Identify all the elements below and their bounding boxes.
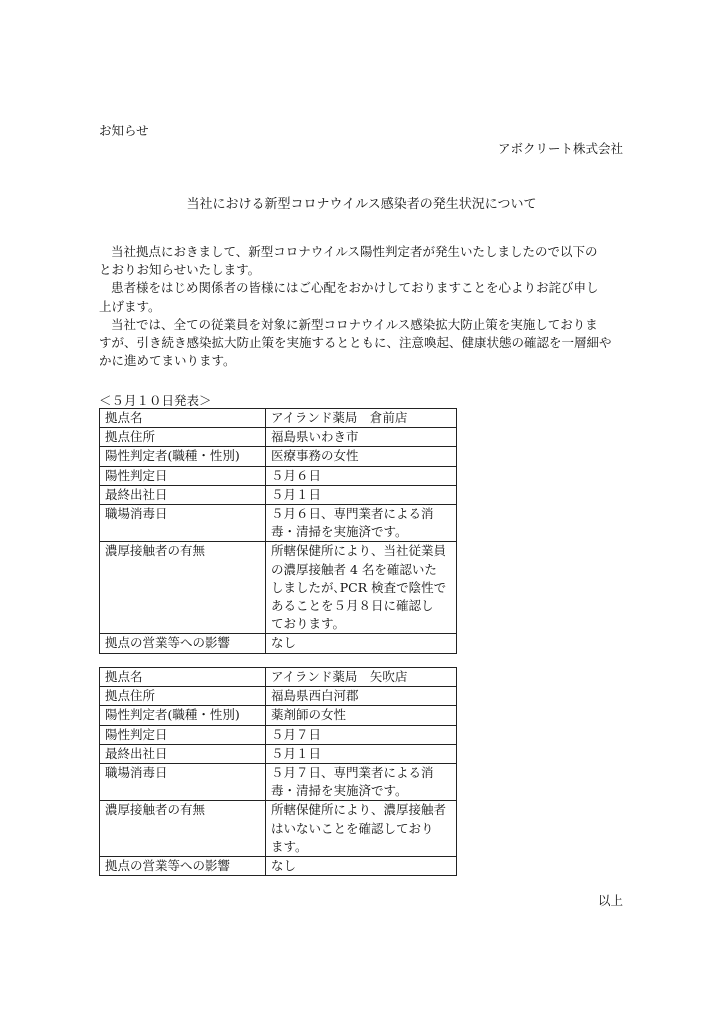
value-line: ５月７日、専門業者による消: [271, 765, 434, 781]
row-value: [266, 428, 457, 447]
row-label: 拠点の営業等への影響: [100, 857, 266, 876]
notice-label: お知らせ: [99, 123, 149, 138]
value-line: なし: [271, 858, 297, 874]
body-paragraphs: [99, 243, 629, 370]
row-value: [266, 634, 457, 653]
company-name: アボクリート株式会社: [497, 141, 623, 156]
value-line: ５月１日: [271, 745, 322, 761]
value-line: 所轄保健所により、濃厚接触者: [271, 802, 447, 818]
row-value: [266, 668, 457, 687]
value-line: 福島県西白河郡: [271, 688, 359, 704]
table-row: [100, 447, 457, 466]
value-line: 毒・清掃を実施済です。: [271, 524, 408, 540]
row-label: 最終出社日: [100, 744, 266, 763]
table-row: [100, 687, 457, 706]
value-line: なし: [271, 635, 297, 651]
document-title: 当社における新型コロナウイルス感染者の発生状況について: [186, 197, 537, 212]
value-line: ５月６日: [271, 467, 322, 483]
row-value: [266, 801, 457, 857]
row-value: [266, 687, 457, 706]
value-line: あることを５月８日に確認し: [271, 598, 434, 614]
row-value: [266, 409, 457, 428]
value-line: ます。: [271, 838, 308, 854]
table-row: [100, 428, 457, 447]
row-value: [266, 505, 457, 542]
row-label: 陽性判定日: [100, 725, 266, 744]
table-row: [100, 466, 457, 485]
body-line: かに進めてまいります。: [99, 353, 236, 369]
table-row: [100, 706, 457, 725]
table-row: [100, 668, 457, 687]
site-info-table-2: [99, 667, 457, 876]
row-label: 最終出社日: [100, 485, 266, 504]
row-value: [266, 706, 457, 725]
table-row: [100, 801, 457, 857]
row-value: [266, 725, 457, 744]
value-line: 薬剤師の女性: [271, 707, 347, 723]
body-line: すが、引き続き感染拡大防止策を実施するとともに、注意喚起、健康状態の確認を一層細や: [99, 335, 612, 351]
value-line: ております。: [271, 616, 346, 632]
value-line: 所轄保健所により、当社従業員: [271, 543, 447, 559]
table-row: [100, 634, 457, 653]
body-line: 当社拠点におきまして、新型コロナウイルス陽性判定者が発生いたしましたので以下の: [111, 244, 598, 259]
table-row: [100, 857, 457, 876]
value-line: 医療事務の女性: [271, 448, 359, 464]
row-label: 陽性判定日: [100, 466, 266, 485]
site-info-table-1: [99, 408, 457, 654]
row-label: 陽性判定者(職種・性別): [100, 706, 266, 725]
table-row: [100, 764, 457, 801]
value-line: しましたが､PCR 検査で陰性で: [271, 579, 447, 595]
value-line: アイランド薬局 倉前店: [271, 410, 408, 425]
row-label: 拠点住所: [100, 428, 266, 447]
row-label: 拠点住所: [100, 687, 266, 706]
table-row: [100, 485, 457, 504]
body-line: 当社では、全ての従業員を対象に新型コロナウイルス感染拡大防止策を実施しておりま: [111, 316, 598, 332]
value-line: はいないことを確認しており: [271, 820, 434, 836]
value-line: ５月７日: [271, 726, 322, 742]
row-value: [266, 466, 457, 485]
value-line: 毒・清掃を実施済です。: [271, 783, 408, 799]
row-value: [266, 744, 457, 763]
table-row: [100, 409, 457, 428]
value-line: アイランド薬局 矢吹店: [271, 669, 408, 684]
row-value: [266, 857, 457, 876]
value-line: ５月６日、専門業者による消: [271, 506, 434, 522]
row-label: 拠点名: [100, 409, 266, 428]
row-label: 職場消毒日: [100, 764, 266, 801]
row-value: [266, 542, 457, 634]
value-line: 福島県いわき市: [271, 429, 359, 445]
row-label: 拠点の営業等への影響: [100, 634, 266, 653]
row-value: [266, 447, 457, 466]
row-label: 濃厚接触者の有無: [100, 801, 266, 857]
table-row: [100, 542, 457, 634]
row-label: 濃厚接触者の有無: [100, 542, 266, 634]
table-row: [100, 505, 457, 542]
body-line: とおりお知らせいたします。: [99, 262, 261, 278]
table-row: [100, 744, 457, 763]
row-value: [266, 485, 457, 504]
closing-mark: 以上: [597, 893, 623, 908]
body-line: 患者様をはじめ関係者の皆様にはご心配をおかけしておりますことを心よりお詫び申し: [111, 280, 599, 296]
table-row: [100, 725, 457, 744]
value-line: の濃厚接触者 4 名を確認いた: [271, 561, 437, 577]
row-value: [266, 764, 457, 801]
row-label: 拠点名: [100, 668, 266, 687]
row-label: 職場消毒日: [100, 505, 266, 542]
value-line: ５月１日: [271, 486, 322, 502]
body-line: 上げます。: [99, 298, 161, 314]
announcement-date-caption: ＜５月１０日発表＞: [99, 393, 212, 408]
row-label: 陽性判定者(職種・性別): [100, 447, 266, 466]
